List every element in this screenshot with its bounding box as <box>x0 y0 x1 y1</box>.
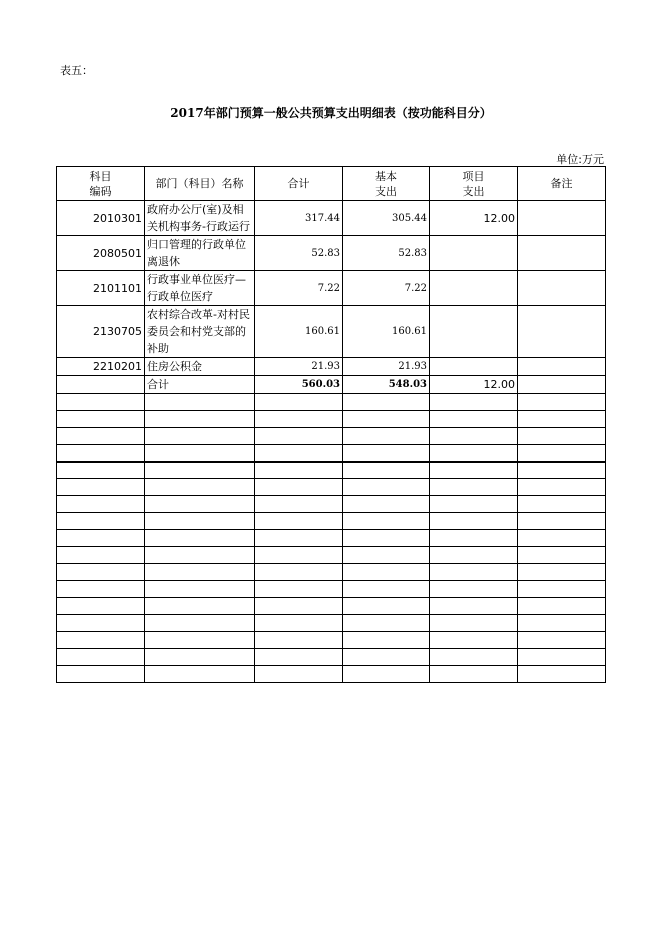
row-basic: 21.93 <box>343 358 430 376</box>
empty-cell <box>255 581 343 598</box>
empty-cell <box>518 428 606 445</box>
empty-cell <box>255 649 343 666</box>
empty-row <box>57 581 606 598</box>
empty-cell <box>145 479 255 496</box>
empty-cell <box>430 598 518 615</box>
empty-cell <box>430 547 518 564</box>
empty-cell <box>430 666 518 683</box>
total-label: 合计 <box>145 376 255 394</box>
empty-cell <box>430 445 518 462</box>
row-total: 160.61 <box>255 306 343 358</box>
empty-cell <box>57 564 145 581</box>
row-project <box>430 306 518 358</box>
empty-cell <box>343 547 430 564</box>
empty-cell <box>430 394 518 411</box>
empty-cell <box>255 513 343 530</box>
row-name: 归口管理的行政单位离退休 <box>145 236 255 271</box>
empty-cell <box>57 462 145 479</box>
empty-cell <box>518 666 606 683</box>
row-project <box>430 236 518 271</box>
header-project-line1: 项目 <box>462 169 485 183</box>
empty-cell <box>518 496 606 513</box>
row-basic: 52.83 <box>343 236 430 271</box>
row-total: 317.44 <box>255 201 343 236</box>
row-remark <box>518 358 606 376</box>
empty-cell <box>518 462 606 479</box>
empty-row <box>57 462 606 479</box>
empty-cell <box>145 496 255 513</box>
header-row <box>57 167 606 201</box>
row-name: 住房公积金 <box>145 358 255 376</box>
header-basic <box>343 167 430 201</box>
empty-cell <box>145 598 255 615</box>
empty-cell <box>255 666 343 683</box>
table-row <box>57 358 606 376</box>
empty-cell <box>518 445 606 462</box>
empty-cell <box>145 547 255 564</box>
row-remark <box>518 201 606 236</box>
empty-cell <box>518 530 606 547</box>
empty-row <box>57 649 606 666</box>
empty-cell <box>145 666 255 683</box>
table-row <box>57 201 606 236</box>
total-code <box>57 376 145 394</box>
header-basic-line1: 基本 <box>375 169 397 183</box>
row-code: 2130705 <box>57 306 145 358</box>
row-code: 2010301 <box>57 201 145 236</box>
empty-cell <box>57 530 145 547</box>
empty-cell <box>430 615 518 632</box>
empty-cell <box>255 615 343 632</box>
empty-cell <box>255 598 343 615</box>
empty-cell <box>430 649 518 666</box>
empty-cell <box>57 581 145 598</box>
empty-cell <box>430 530 518 547</box>
empty-row <box>57 632 606 649</box>
header-remark: 备注 <box>518 167 606 201</box>
empty-cell <box>57 598 145 615</box>
empty-cell <box>145 394 255 411</box>
header-basic-line2: 支出 <box>375 184 397 198</box>
empty-cell <box>255 530 343 547</box>
empty-cell <box>343 394 430 411</box>
empty-cell <box>430 462 518 479</box>
empty-cell <box>57 666 145 683</box>
empty-row <box>57 547 606 564</box>
empty-cell <box>343 598 430 615</box>
empty-cell <box>518 513 606 530</box>
empty-cell <box>518 479 606 496</box>
empty-cell <box>255 445 343 462</box>
row-name: 行政事业单位医疗—行政单位医疗 <box>145 271 255 306</box>
empty-cell <box>145 445 255 462</box>
empty-cell <box>57 394 145 411</box>
row-name: 政府办公厅(室)及相关机构事务-行政运行 <box>145 201 255 236</box>
empty-row <box>57 394 606 411</box>
empty-cell <box>518 394 606 411</box>
empty-cell <box>255 496 343 513</box>
empty-cell <box>57 479 145 496</box>
empty-cell <box>343 513 430 530</box>
empty-cell <box>343 411 430 428</box>
empty-cell <box>343 649 430 666</box>
empty-cell <box>145 411 255 428</box>
empty-cell <box>343 428 430 445</box>
row-project <box>430 358 518 376</box>
empty-cell <box>57 513 145 530</box>
empty-row <box>57 496 606 513</box>
empty-cell <box>57 445 145 462</box>
header-code-line2: 编码 <box>89 184 112 198</box>
row-remark <box>518 236 606 271</box>
table-row <box>57 306 606 358</box>
row-remark <box>518 306 606 358</box>
empty-cell <box>430 411 518 428</box>
empty-cell <box>518 598 606 615</box>
total-row <box>57 376 606 394</box>
empty-cell <box>57 615 145 632</box>
empty-cell <box>343 564 430 581</box>
header-project <box>430 167 518 201</box>
empty-cell <box>343 615 430 632</box>
row-remark <box>518 271 606 306</box>
total-project: 12.00 <box>430 376 518 394</box>
empty-cell <box>430 564 518 581</box>
table-row <box>57 236 606 271</box>
empty-cell <box>57 411 145 428</box>
row-total: 7.22 <box>255 271 343 306</box>
row-total: 52.83 <box>255 236 343 271</box>
empty-cell <box>255 411 343 428</box>
empty-cell <box>518 547 606 564</box>
empty-cell <box>430 428 518 445</box>
empty-cell <box>255 428 343 445</box>
empty-cell <box>255 547 343 564</box>
empty-cell <box>57 428 145 445</box>
empty-cell <box>343 496 430 513</box>
empty-cell <box>57 632 145 649</box>
empty-cell <box>145 564 255 581</box>
empty-row <box>57 615 606 632</box>
row-basic: 305.44 <box>343 201 430 236</box>
empty-cell <box>430 479 518 496</box>
header-code <box>57 167 145 201</box>
empty-row <box>57 564 606 581</box>
empty-row <box>57 666 606 683</box>
empty-row <box>57 445 606 462</box>
empty-cell <box>145 649 255 666</box>
empty-cell <box>518 649 606 666</box>
empty-cell <box>145 462 255 479</box>
total-basic: 548.03 <box>343 376 430 394</box>
row-code: 2210201 <box>57 358 145 376</box>
header-total: 合计 <box>255 167 343 201</box>
empty-cell <box>145 632 255 649</box>
table-row <box>57 271 606 306</box>
empty-cell <box>255 564 343 581</box>
table-number-label: 表五： <box>60 64 93 77</box>
empty-cell <box>343 479 430 496</box>
empty-row <box>57 479 606 496</box>
row-code: 2080501 <box>57 236 145 271</box>
empty-cell <box>145 581 255 598</box>
empty-cell <box>255 479 343 496</box>
empty-cell <box>518 564 606 581</box>
row-total: 21.93 <box>255 358 343 376</box>
row-project: 12.00 <box>430 201 518 236</box>
page-title: 2017年部门预算一般公共预算支出明细表（按功能科目分） <box>170 106 492 120</box>
empty-cell <box>255 632 343 649</box>
empty-cell <box>343 530 430 547</box>
empty-cell <box>430 513 518 530</box>
empty-cell <box>343 666 430 683</box>
header-code-line1: 科目 <box>89 169 112 183</box>
empty-cell <box>430 632 518 649</box>
empty-cell <box>343 632 430 649</box>
row-name: 农村综合改革-对村民委员会和村党支部的补助 <box>145 306 255 358</box>
empty-cell <box>57 496 145 513</box>
row-project <box>430 271 518 306</box>
empty-cell <box>518 411 606 428</box>
total-sum: 560.03 <box>255 376 343 394</box>
empty-row <box>57 530 606 547</box>
empty-cell <box>343 581 430 598</box>
row-code: 2101101 <box>57 271 145 306</box>
unit-label: 单位:万元 <box>556 153 604 166</box>
empty-cell <box>343 462 430 479</box>
budget-table <box>56 166 606 683</box>
empty-cell <box>145 513 255 530</box>
empty-cell <box>518 581 606 598</box>
empty-row <box>57 411 606 428</box>
empty-row <box>57 598 606 615</box>
empty-row <box>57 428 606 445</box>
empty-cell <box>518 615 606 632</box>
empty-cell <box>343 445 430 462</box>
empty-cell <box>145 615 255 632</box>
empty-row <box>57 513 606 530</box>
header-project-line2: 支出 <box>462 184 485 198</box>
empty-cell <box>430 496 518 513</box>
empty-cell <box>145 530 255 547</box>
empty-cell <box>255 462 343 479</box>
empty-cell <box>255 394 343 411</box>
empty-cell <box>145 428 255 445</box>
empty-cell <box>57 547 145 564</box>
total-remark <box>518 376 606 394</box>
empty-rows <box>57 394 606 683</box>
row-basic: 160.61 <box>343 306 430 358</box>
header-name: 部门（科目）名称 <box>145 167 255 201</box>
empty-cell <box>430 581 518 598</box>
row-basic: 7.22 <box>343 271 430 306</box>
empty-cell <box>57 649 145 666</box>
empty-cell <box>518 632 606 649</box>
